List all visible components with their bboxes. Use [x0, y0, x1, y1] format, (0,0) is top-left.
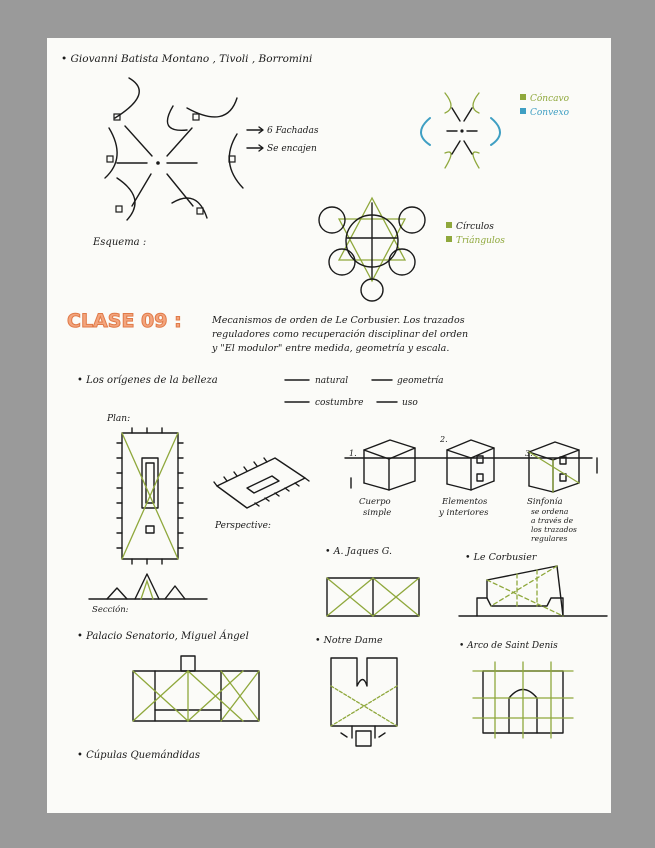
notre-dame-drawing	[331, 658, 397, 746]
diagram1-note-2: Se encajen	[267, 144, 317, 154]
example-saint-denis: • Arco de Saint Denis	[459, 641, 558, 651]
header-line: • Giovanni Batista Montano , Tivoli , Borromini	[61, 53, 313, 65]
legend-circles: Círculos	[456, 222, 494, 232]
circles-swatch	[446, 222, 452, 228]
origins-geometry: geometría	[397, 376, 444, 386]
origins-natural: natural	[315, 376, 349, 386]
legend-triangles: Triángulos	[456, 236, 505, 246]
seq-caption-3b: se ordena	[531, 507, 569, 516]
clase-line-3: y "El modulor" entre medida, geometría y escala.	[212, 343, 450, 354]
notebook-page	[47, 38, 611, 813]
seq-caption-2b: y interiores	[439, 508, 489, 518]
origins-label: • Los orígenes de la belleza	[77, 375, 218, 386]
seq-num-3: 3.	[525, 449, 533, 458]
origins-custom: costumbre	[315, 398, 364, 408]
convex-swatch	[520, 108, 526, 114]
legend-concave: Cóncavo	[530, 94, 570, 104]
example-corbusier: • Le Corbusier	[465, 552, 537, 563]
sequence-diagram	[345, 435, 597, 492]
circles-triangles-diagram	[319, 198, 425, 301]
seq-caption-1a: Cuerpo	[359, 497, 391, 507]
hexagon-scheme	[105, 78, 243, 220]
corbusier-drawing	[459, 566, 607, 616]
origins-use: uso	[402, 398, 418, 408]
seq-num-1: 1.	[349, 449, 357, 458]
example-jaques: • A. Jaques G.	[325, 546, 392, 557]
seq-caption-3e: regulares	[531, 534, 568, 543]
legend-convex: Convexo	[530, 108, 570, 118]
example-cupulas: • Cúpulas Quemándidas	[77, 750, 201, 761]
concave-swatch	[520, 94, 526, 100]
seq-caption-3c: a través de	[531, 516, 574, 525]
section-drawing	[89, 574, 207, 599]
jaques-drawing	[327, 578, 419, 616]
clase-title: CLASE 09 :	[67, 310, 182, 332]
clase-line-2: reguladores como recuperación disciplinar del orden	[212, 329, 469, 340]
triangles-swatch	[446, 236, 452, 242]
perspective-drawing	[214, 458, 309, 508]
seq-caption-1b: simple	[363, 508, 392, 518]
palacio-drawing	[133, 656, 259, 721]
plan-drawing	[117, 428, 183, 564]
sketch-sheet	[47, 38, 611, 813]
saint-denis-drawing	[473, 662, 573, 738]
plan-label: Plan:	[107, 414, 131, 424]
clase-line-1: Mecanismos de orden de Le Corbusier. Los trazados	[212, 315, 465, 326]
example-palacio: • Palacio Senatorio, Miguel Ángel	[77, 631, 249, 642]
example-notre-dame: • Notre Dame	[315, 635, 383, 646]
diagram1-label: Esquema :	[93, 237, 147, 248]
section-label: Sección:	[92, 605, 129, 615]
concave-convex-diagram	[421, 93, 500, 168]
seq-caption-3d: los trazados	[531, 525, 577, 534]
seq-num-2: 2.	[440, 435, 448, 444]
perspective-label: Perspective:	[215, 521, 271, 531]
seq-caption-3a: Sinfonía	[527, 497, 563, 507]
diagram1-note-1: 6 Fachadas	[267, 126, 319, 136]
seq-caption-2a: Elementos	[442, 497, 488, 507]
